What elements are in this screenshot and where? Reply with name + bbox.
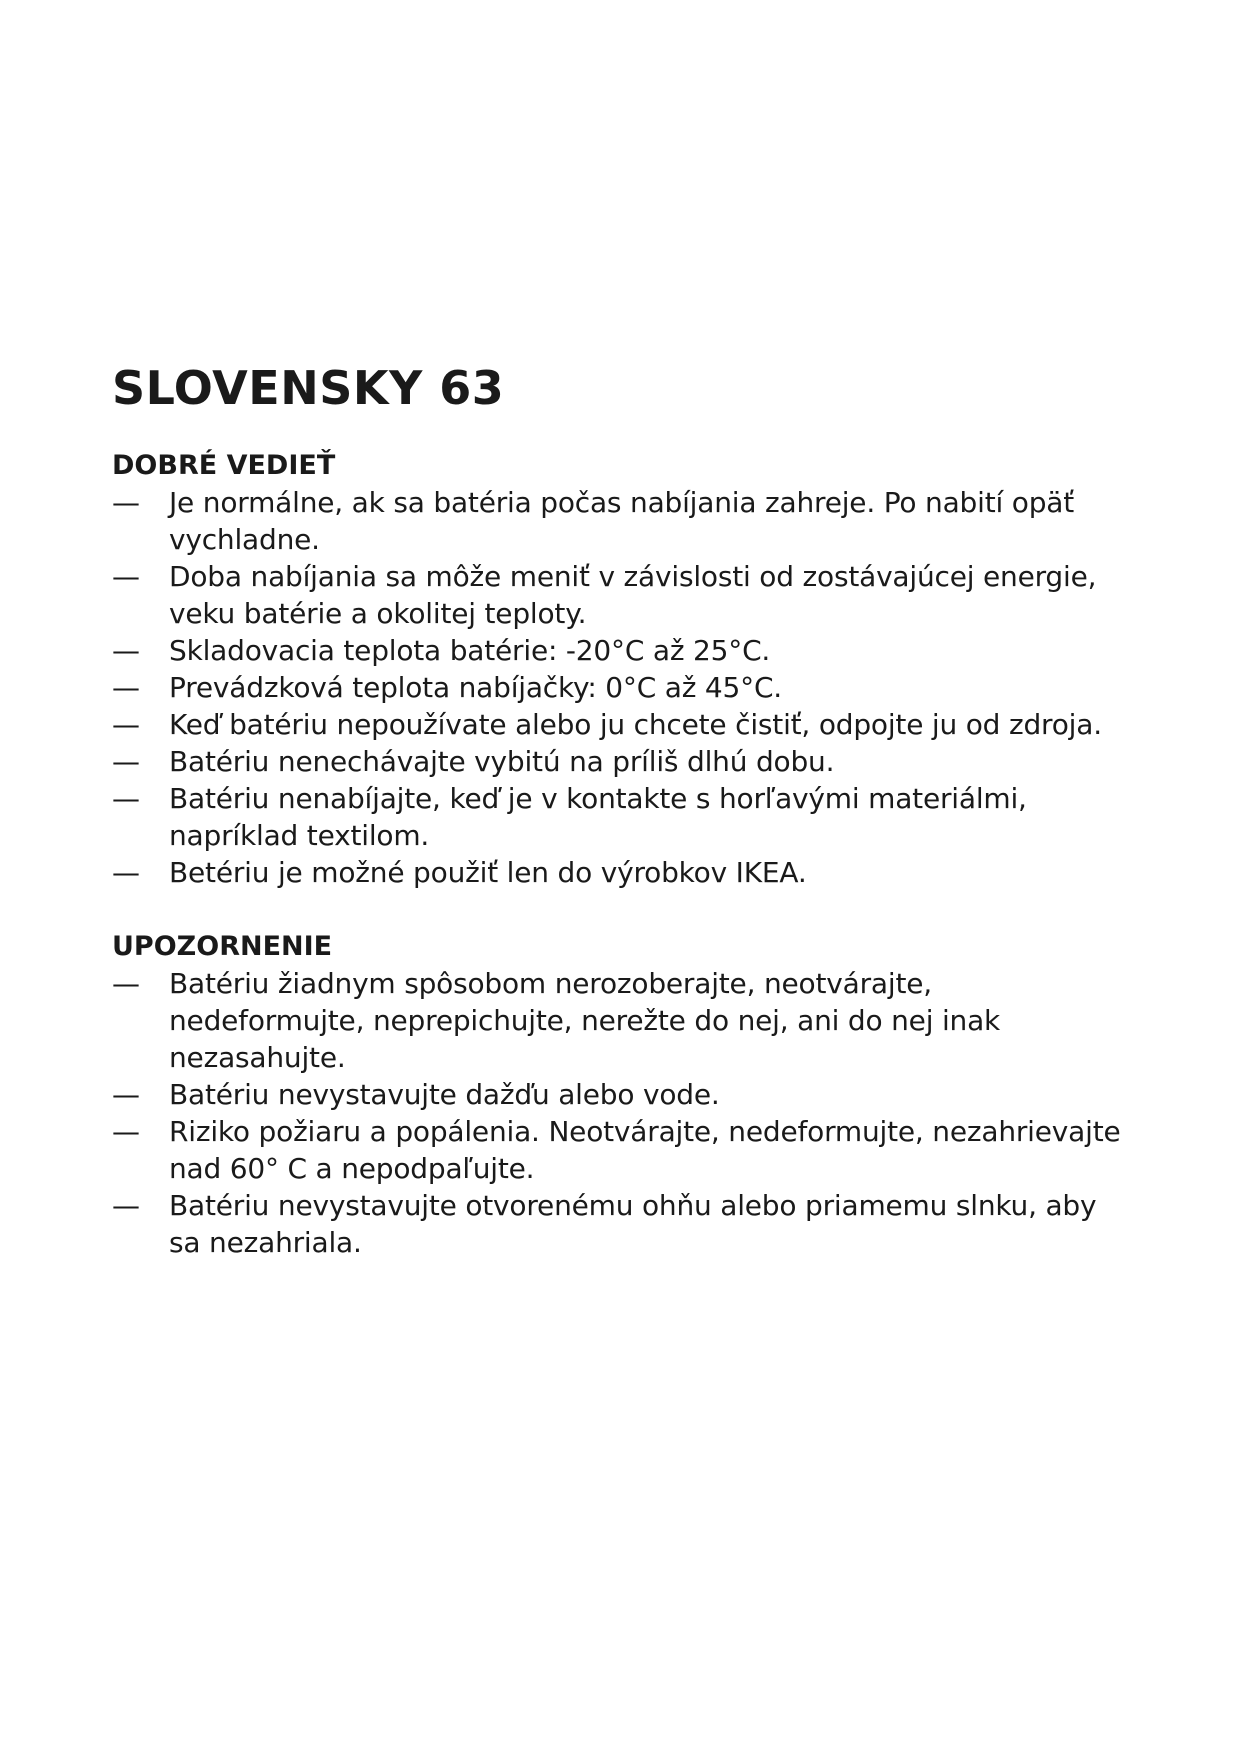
dash-bullet: — <box>112 1115 140 1148</box>
bullet-list <box>112 484 1122 891</box>
dash-bullet: — <box>112 967 140 1000</box>
dash-bullet: — <box>112 1189 140 1222</box>
dash-bullet: — <box>112 1078 140 1111</box>
dash-bullet: — <box>112 560 140 593</box>
list-item-text: Doba nabíjania sa môže meniť v závislosti od zostávajúcej energie, veku batérie a okolitej teploty. <box>169 560 1097 630</box>
dash-bullet: — <box>112 782 140 815</box>
page-title: SLOVENSKY 63 <box>112 361 505 415</box>
list-item <box>112 854 1122 891</box>
list-item <box>112 558 1122 632</box>
dash-bullet: — <box>112 486 140 519</box>
section-heading: DOBRÉ VEDIEŤ <box>112 450 336 481</box>
list-item-text: Prevádzková teplota nabíjačky: 0°C až 45°C. <box>169 671 782 704</box>
list-item <box>112 484 1122 558</box>
list-item <box>112 1187 1122 1261</box>
list-item-text: Batériu nenabíjajte, keď je v kontakte s horľavými materiálmi, napríklad textilom. <box>169 782 1027 852</box>
page-content <box>112 358 1122 1261</box>
list-item-text: Skladovacia teplota batérie: -20°C až 25°C. <box>169 634 771 667</box>
dash-bullet: — <box>112 856 140 889</box>
list-item-text: Riziko požiaru a popálenia. Neotvárajte, nedeformujte, nezahrievajte nad 60° C a nepodpaľujte. <box>169 1115 1121 1185</box>
list-item <box>112 669 1122 706</box>
dash-bullet: — <box>112 745 140 778</box>
dash-bullet: — <box>112 708 140 741</box>
section-warning <box>112 929 1122 1261</box>
list-item <box>112 780 1122 854</box>
list-item <box>112 743 1122 780</box>
list-item-text: Batériu nevystavujte otvorenému ohňu alebo priamemu slnku, aby sa nezahriala. <box>169 1189 1097 1259</box>
list-item-text: Batériu žiadnym spôsobom nerozoberajte, neotvárajte, nedeformujte, neprepichujte, nerežte do nej, ani do nej inak nezasahujte. <box>169 967 1001 1074</box>
dash-bullet: — <box>112 671 140 704</box>
list-item <box>112 965 1122 1076</box>
dash-bullet: — <box>112 634 140 667</box>
list-item-text: Je normálne, ak sa batéria počas nabíjania zahreje. Po nabití opäť vychladne. <box>169 486 1075 556</box>
section-heading: UPOZORNENIE <box>112 931 333 962</box>
list-item <box>112 1113 1122 1187</box>
section-good-to-know <box>112 448 1122 891</box>
list-item-text: Batériu nenechávajte vybitú na príliš dlhú dobu. <box>169 745 835 778</box>
bullet-list <box>112 965 1122 1261</box>
list-item-text: Betériu je možné použiť len do výrobkov IKEA. <box>169 856 807 889</box>
list-item <box>112 632 1122 669</box>
list-item-text: Batériu nevystavujte dažďu alebo vode. <box>169 1078 720 1111</box>
list-item-text: Keď batériu nepoužívate alebo ju chcete čistiť, odpojte ju od zdroja. <box>169 708 1102 741</box>
list-item <box>112 706 1122 743</box>
list-item <box>112 1076 1122 1113</box>
